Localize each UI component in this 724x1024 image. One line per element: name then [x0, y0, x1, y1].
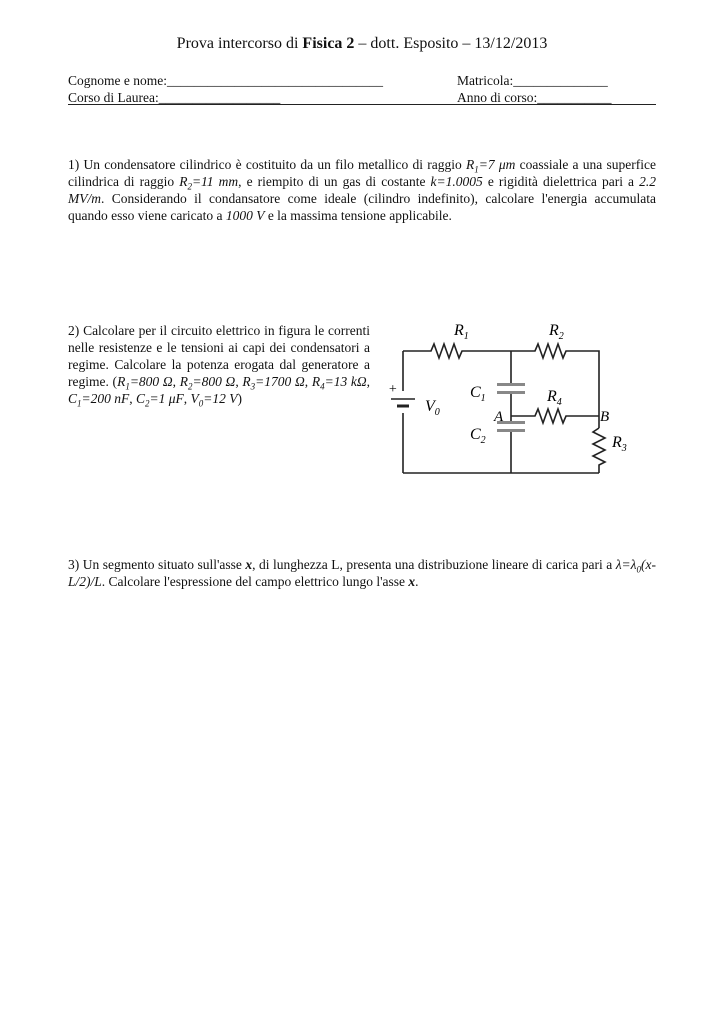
problem-3: 3) Un segmento situato sull'asse x, di lunghezza L, presenta una distribuzione lineare di carica pari a $\lambda=\lambda_0(x-L/2)/L$. Calcolare l'espressione del campo elettrico lungo l'asse x.: [68, 557, 656, 589]
corso-field: Corso di Laurea:__________________: [68, 90, 281, 105]
anno-field: Anno di corso:___________: [457, 90, 612, 105]
label-r4: $R_4$: [547, 388, 562, 408]
r3-resistor: [593, 428, 605, 473]
label-node-b: B: [600, 409, 610, 425]
matricola-field: Matricola:______________: [457, 73, 608, 88]
label-r3: $R_3$: [612, 434, 627, 454]
label-v0: $V_0$: [425, 398, 440, 418]
r4-resistor: [511, 409, 599, 423]
header-rule: [68, 104, 656, 105]
label-c1: $C_1$: [470, 384, 486, 404]
label-c2: $C_2$: [470, 426, 486, 446]
circuit-diagram: [375, 315, 665, 485]
label-plus: +: [388, 382, 398, 397]
label-r2: $R_2$: [549, 322, 564, 342]
cognome-field: Cognome e nome:________________________________: [68, 73, 383, 88]
c1-plate-bottom: [497, 391, 525, 394]
c2-plate-bottom: [497, 429, 525, 432]
title-subject: Fisica 2: [302, 35, 355, 52]
c1-plate-top: [497, 383, 525, 386]
label-node-a: A: [494, 409, 504, 425]
problem-1: 1) Un condensatore cilindrico è costituito da un filo metallico di raggio $R_1=7$ μm coassiale a una superfice cilindrica di raggio $R_2=11$ mm, e riempito di un gas di costante k=1.0005 e rigidità dielettrica pari a 2.2 MV/m. Considerando il condansatore come ideale (cilindro indefinito), calcolare l'energia accumulata quando esso viene caricato a 1000 V e la massima tensione applicabile.: [68, 157, 656, 223]
problem-2: 2) Calcolare per il circuito elettrico in figura le correnti nelle resistenze e le tensioni ai capi dei condensatori a regime. Calcolare la potenza erogata dal generatore a regime. ($R_1=800$ Ω, $R_2=800$ Ω, $R_3=1700$ Ω, $R_4=13$ kΩ, $C_1=200$ nF, $C_2=1$ μF, $V_0=12$ V): [68, 323, 371, 409]
label-r1: $R_1$: [454, 322, 469, 342]
page-title: Prova intercorso di Fisica 2 – dott. Esposito – 13/12/2013: [176, 35, 548, 52]
